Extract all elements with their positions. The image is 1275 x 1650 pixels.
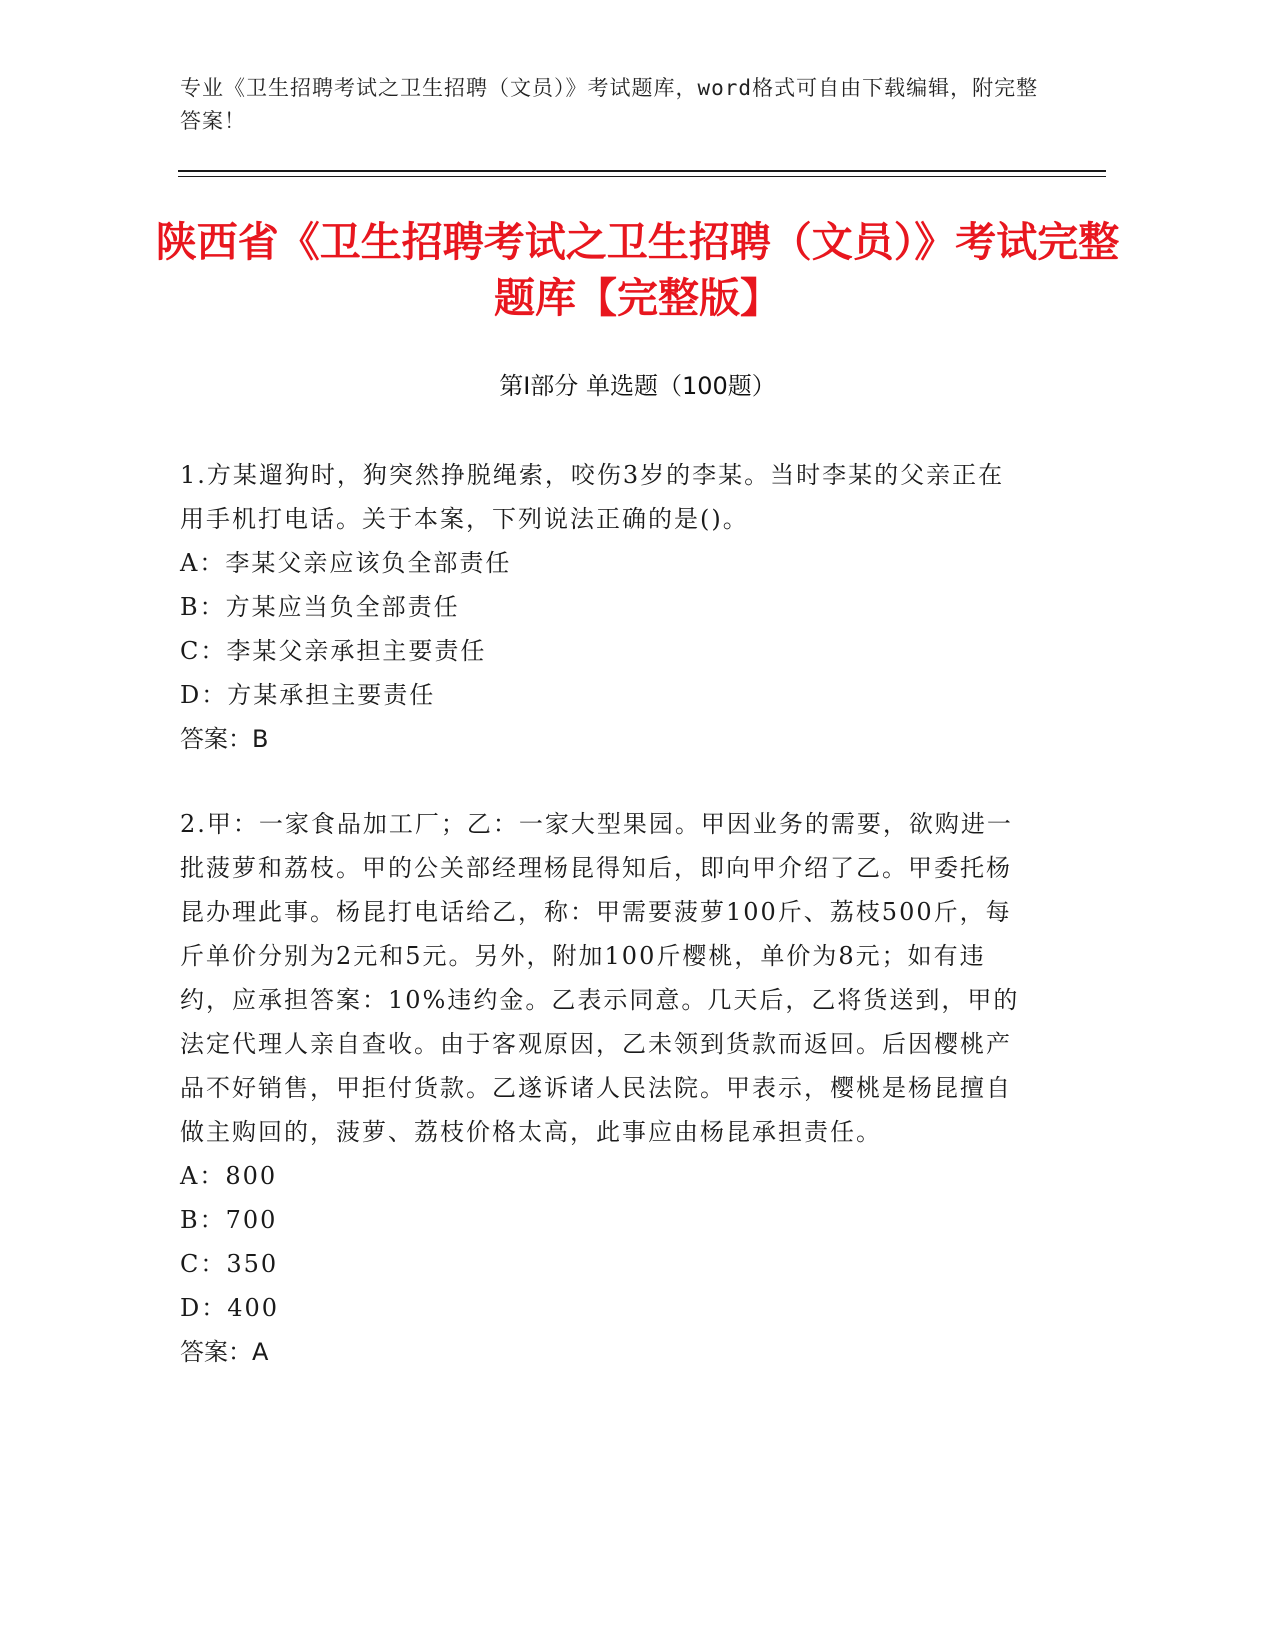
- answer-line: 答案：B: [180, 725, 269, 753]
- section-title: 第Ⅰ部分 单选题（100题）: [499, 372, 776, 400]
- question-stem: 1.方某遛狗时，狗突然挣脱绳索，咬伤3岁的李某。当时李某的父亲正在用手机打电话。关于本案，下列说法正确的是()。: [180, 461, 1005, 533]
- option-d: D：方某承担主要责任: [180, 681, 436, 709]
- option-d: D：400: [180, 1294, 280, 1322]
- option-b: B：方某应当负全部责任: [180, 593, 460, 621]
- option-c: C：李某父亲承担主要责任: [180, 637, 487, 665]
- header-note: 专业《卫生招聘考试之卫生招聘（文员）》考试题库，word格式可自由下载编辑，附完整答案！: [180, 76, 1039, 133]
- question-stem: 2.甲：一家食品加工厂；乙：一家大型果园。甲因业务的需要，欲购进一批菠萝和荔枝。甲的公关部经理杨昆得知后，即向甲介绍了乙。甲委托杨昆办理此事。杨昆打电话给乙，称：甲需要菠萝100斤、荔枝500斤，每斤单价分别为2元和5元。另外，附加100斤樱桃，单价为8元；如有违约，应承担答案：10%违约金。乙表示同意。几天后，乙将货送到，甲的法定代理人亲自查收。由于客观原因，乙未领到货款而返回。后因樱桃产品不好销售，甲拒付货款。乙遂诉诸人民法院。甲表示，樱桃是杨昆擅自做主购回的，菠萝、荔枝价格太高，此事应由杨昆承担责任。: [180, 810, 1020, 1146]
- header-divider-thick: [178, 170, 1106, 172]
- question-block: [180, 802, 1020, 1374]
- header-divider-thin: [178, 176, 1106, 177]
- option-a: A：李某父亲应该负全部责任: [180, 549, 512, 577]
- document-title: 陕西省《卫生招聘考试之卫生招聘（文员）》考试完整题库【完整版】: [155, 218, 1120, 322]
- option-a: A：800: [180, 1162, 278, 1190]
- option-b: B：700: [180, 1206, 278, 1234]
- question-block: [180, 453, 1020, 761]
- option-c: C：350: [180, 1250, 279, 1278]
- answer-line: 答案：A: [180, 1338, 269, 1366]
